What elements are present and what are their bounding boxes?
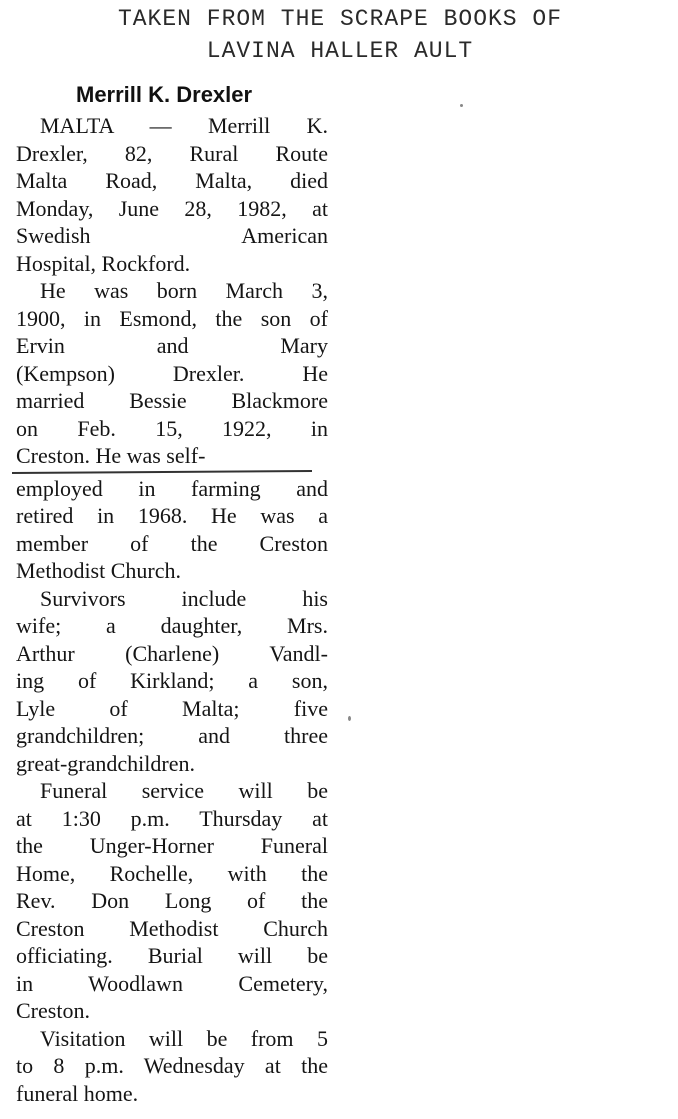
obituary-line: Arthur (Charlene) Vandl-: [16, 640, 328, 666]
obituary-line: Home, Rochelle, with the: [16, 860, 328, 886]
obituary-body: [16, 112, 328, 1107]
obituary-line: Swedish American: [16, 223, 328, 248]
obituary-line: at 1:30 p.m. Thursday at: [16, 805, 328, 831]
obituary-paragraph: [16, 277, 328, 470]
obituary-paragraph: [16, 777, 328, 1025]
obituary-paragraph: [16, 112, 328, 277]
obituary-line: officiating. Burial will be: [16, 943, 328, 968]
obituary-line: married Bessie Blackmore: [16, 388, 328, 413]
obituary-line: 1900, in Esmond, the son of: [16, 305, 328, 331]
scrapbook-caption-line-2: LAVINA HALLER AULT: [206, 38, 474, 64]
obituary-line: Lyle of Malta; five: [16, 695, 328, 721]
obituary-headline: Merrill K. Drexler: [76, 82, 253, 107]
obituary-line: Drexler, 82, Rural Route: [16, 140, 328, 166]
obituary-line: Monday, June 28, 1982, at: [16, 195, 328, 221]
obituary-clipping: [16, 82, 328, 1107]
obituary-line: (Kempson) Drexler. He: [16, 360, 328, 386]
obituary-line: great-grandchildren.: [16, 750, 195, 776]
obituary-line: wife; a daughter, Mrs.: [16, 613, 328, 638]
obituary-paragraph: [16, 475, 328, 585]
obituary-line: the Unger-Horner Funeral: [16, 833, 328, 858]
obituary-line: in Woodlawn Cemetery,: [16, 970, 328, 996]
obituary-line: Creston Methodist Church: [16, 915, 328, 941]
scrapbook-caption-line-1: TAKEN FROM THE SCRAPE BOOKS OF: [117, 6, 563, 32]
obituary-line: on Feb. 15, 1922, in: [16, 415, 328, 441]
obituary-line: employed in farming and: [16, 475, 328, 501]
obituary-line: member of the Creston: [16, 530, 328, 556]
obituary-line: He was born March 3,: [40, 278, 328, 303]
obituary-line: Ervin and Mary: [16, 333, 328, 358]
obituary-line: Methodist Church.: [16, 558, 181, 583]
obituary-line: funeral home.: [16, 1080, 139, 1106]
obituary-line: Visitation will be from 5: [40, 1025, 328, 1051]
obituary-line: Hospital, Rockford.: [16, 250, 191, 276]
obituary-line: Survivors include his: [40, 585, 328, 611]
torn-edge-line: [12, 469, 312, 473]
speck: [348, 716, 351, 721]
obituary-line: ing of Kirkland; a son,: [16, 668, 328, 693]
obituary-line: retired in 1968. He was a: [16, 503, 328, 528]
obituary-paragraph: [16, 585, 328, 778]
obituary-line: MALTA — Merrill K.: [40, 113, 328, 138]
obituary-line: Malta Road, Malta, died: [16, 168, 328, 193]
obituary-line: Creston. He was self-: [16, 443, 206, 468]
speck: [460, 104, 463, 107]
obituary-line: Creston.: [16, 998, 90, 1023]
obituary-paragraph: [16, 1025, 328, 1108]
obituary-line: Rev. Don Long of the: [16, 888, 328, 913]
obituary-line: to 8 p.m. Wednesday at the: [16, 1053, 328, 1078]
obituary-line: Funeral service will be: [40, 778, 328, 803]
obituary-line: grandchildren; and three: [16, 723, 328, 748]
